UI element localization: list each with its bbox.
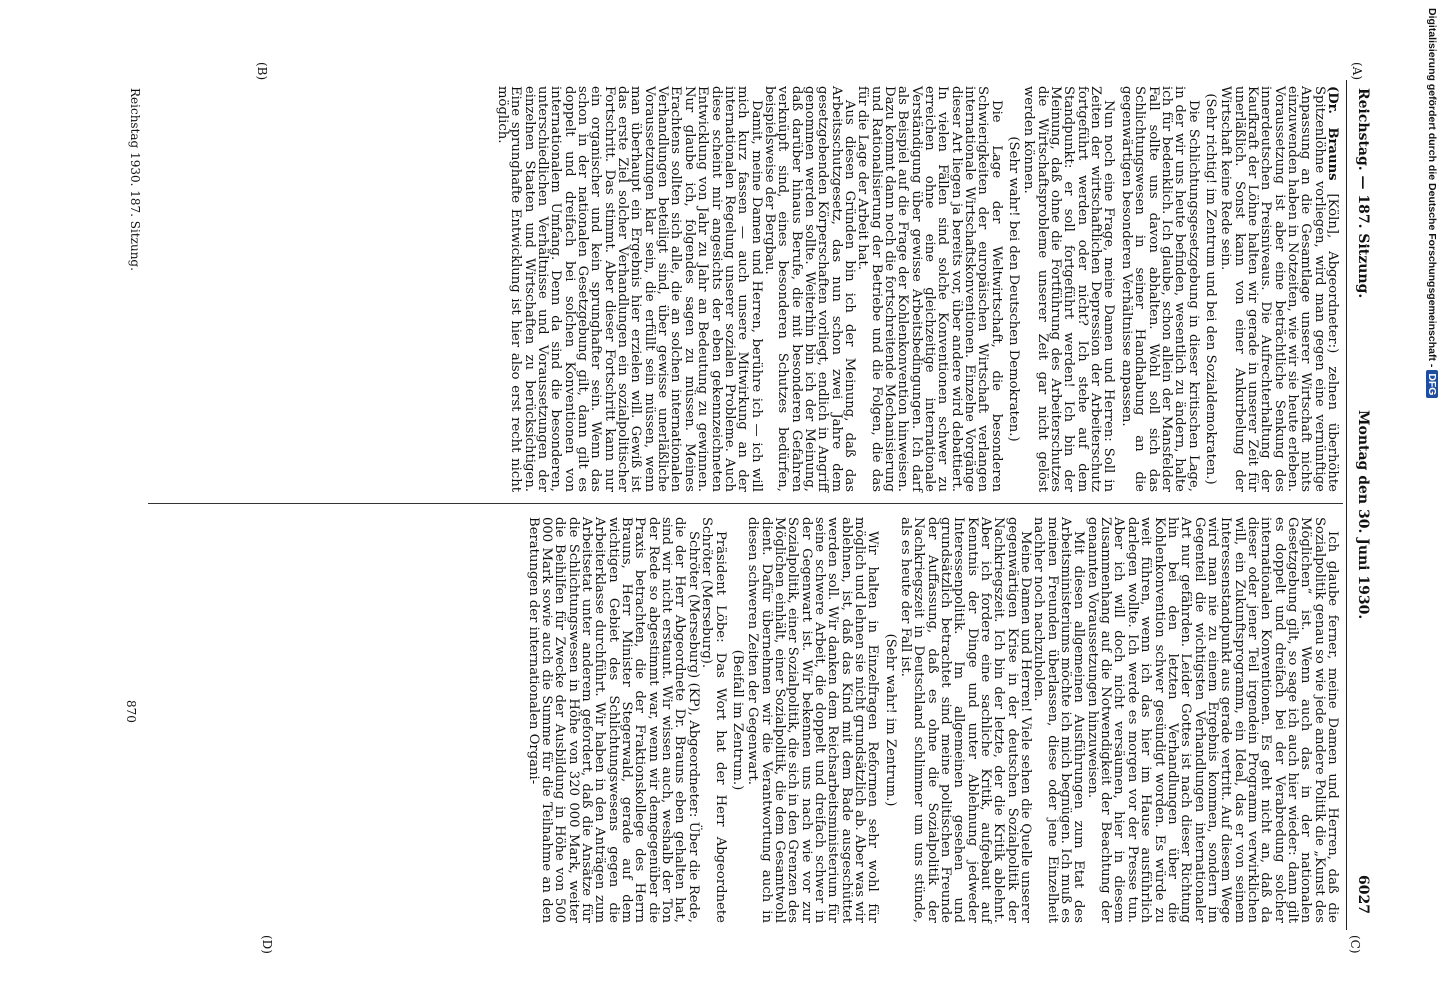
interjection: (Sehr richtig! im Zentrum und bei den Sozialdemokraten.)	[1202, 93, 1218, 485]
page-header	[1346, 80, 1373, 930]
paragraph: Präsident Löbe: Das Wort hat der Herr Abgeordnete Schröter (Merseburg).	[699, 517, 728, 923]
margin-marker-c: (C)	[1348, 935, 1362, 954]
paragraph: Die Schlichtungsgesetzgebung in dieser kritischen Lage, in der wir uns heute befinden, wesentlich zu ändern, halte ich für bedenklich. Ich glaube, schon allein der Mansfelder Fall sollte uns davon abhalten. Wohl soll sich das Schlichtungswesen in seiner Handhabung an die gegenwärtigen besonderen Verhältnisse anpassen.	[1118, 86, 1201, 492]
speaker-name: (Dr. Brauns	[1325, 86, 1340, 181]
paragraph: Nun noch eine Frage, meine Damen und Herren: Soll in Zeiten der wirtschaftlichen Depression der Arbeiterschutz fortgeführt werden oder nicht? Ich stehe auf dem Standpunkt: er soll fortgeführt werden! Ich bin der Meinung, daß ohne die Fortführung des Arbeiterschutzes die Wirtschaftsprobleme unserer Zeit gar nicht gelöst werden können.	[1021, 86, 1117, 492]
interjection: (Sehr wahr! im Zentrum.)	[882, 633, 898, 807]
paragraph: Aus diesen Gründen bin ich der Meinung, daß das Arbeitsschutzgesetz, das nun schon zwei Jahre dem gesetzgebenden Körperschaften vorliegt, endlich in Angriff genommen werden sollte. Weiterhin bin ich der Meinung, daß darüber hinaus Berufe, die mit besonderen Gefahren verknüpft sind, eines besonderen Schutzes bedürfen, beispielsweise der Bergbau.	[761, 86, 857, 492]
column-divider	[148, 503, 1343, 504]
paragraph: Ich glaube ferner, meine Damen und Herren, daß die Sozialpolitik genau so wie jede andere Politik die „Kunst des Möglichen“ ist. Wenn auch das in der nationalen Gesetzgebung gilt, so sage ich auch hier wieder: dann gilt es doppelt und dreifach bei der Verabredung solcher internationalen Konventionen. Es geht nicht an, daß da dieser oder jener Teil irgendein Programm verwirklichen will, ein Zukunftsprogramm, ein Ideal, das er von seinem Interessenstandpunkt aus gerade vertritt. Auf diesem Wege wird man nie zu einem Ergebnis kommen, sondern im Gegenteil die wichtigsten Verhandlungen internationaler Art nur gefährden. Leider Gottes ist nach dieser Richtung hin bei den letzten Verhandlungen über die Kohlenkonvention schwer gesündigt worden. Es würde zu weit führen, wenn ich das hier im Hause ausführlich darlegen wollte. Ich werde es morgen vor der Presse tun. Aber ich will doch nicht versäumen, hier in diesem Zusammenhang auf die Notwendigkeit der Beachtung der genannten Voraussetzungen hinzuweisen.	[1084, 517, 1340, 923]
interjection: (Sehr wahr! bei den Deutschen Demokraten.)	[1006, 136, 1022, 442]
rotated-document-page	[83, 62, 1373, 954]
paragraph: Meine Damen und Herren! Viele sehen die Quelle unserer gegenwärtigen Krise in der deutschen Sozialpolitik der Nachkriegszeit. Ich bin der letzte, der die Kritik ablehnt. Aber ich fordere eine sachliche Kritik, aufgebaut auf Kenntnis der Dinge und unter Ablehnung jedweder Interessenpolitik. Im allgemeinen gesehen und grundsätzlich betrachtet sind meine politischen Freunde der Auffassung, daß es ohne die Sozialpolitik der Nachkriegszeit in Deutschland schlimmer um uns stünde, als es heute der Fall ist.	[898, 517, 1034, 923]
left-column	[149, 86, 1339, 492]
paragraph: Schröter (Merseburg) (KP), Abgeordneter: Über die Rede, die der Herr Abgeordnete Dr. Brauns eben gehalten hat, sind wir nicht erstaunt. Wir wissen auch, weshalb der Ton der Rede so abgestimmt war, wenn wir demgegenüber die Praxis betrachten, die der Fraktionskollege des Herrn Brauns, Herr Minister Stegerwald, gerade auf dem wichtigen Gebiet des Schlichtungswesens gegen die Arbeiterklasse durchführt. Wir haben in den Anträgen zum Arbeitsetat unter anderem gefordert, daß die Ansätze für die Schlichtungswesen in Höhe von 320 000 Mark, weiter die Beihilfen für Zwecke der Ausbildung in Höhe von 500 000 Mark sowie auch die Summe für die Teilnahme an den Beratungen der internationalen Organi-	[525, 517, 701, 923]
paragraph: Damit, meine Damen und Herren, berühre ich — ich will mich kurz fassen — auch unsere Mitwirkung an der internationalen Regelung unserer sozialen Probleme. Auch diese scheint mir angesichts der eben gekennzeichneten Entwicklung von Jahr zu Jahr an Bedeutung zu gewinnen. Nur glaube ich, folgendes sagen zu müssen. Meines Erachtens sollten sich alle, die an solchen internationalen Verhandlungen beteiligt sind, über gewisse unerläßliche Voraussetzungen klar sein, die erfüllt sein müssen, wenn man überhaupt ein Ergebnis hier erzielen will. Gewiß ist das erste Ziel solcher Verhandlungen ein sozialpolitischer Fortschritt. Das stimmt. Aber dieser Fortschritt kann nur ein organischer und kein sprunghafter sein. Wenn das schon in der nationalen Gesetzgebung gilt, dann gilt es doppelt und dreifach bei solchen Konventionen von internationalem Umfang. Denn da sind die besonderen, unterschiedlichen Verhältnisse und Voraussetzungen der einzelnen Staaten und Wirtschaften zu berücksichtigen. Eine sprunghafte Entwicklung ist hier also erst recht nicht möglich.	[495, 86, 764, 492]
paragraph: Die Lage der Weltwirtschaft, die besonderen Schwierigkeiten der europäischen Wirtschaft verlangen internationale Wirtschaftskonventionen. Einzelne Vorgänge dieser Art liegen ja bereits vor, über andere wird debattiert. In vielen Fällen sind solche Konventionen schwer zu erreichen ohne eine gleichzeitige internationale Verständigung über gewisse Arbeitsbedingungen. Ich darf als Beispiel auf die Frage der Kohlenkonvention hinweisen. Dazu kommt dann noch die fortschreitende Mechanisierung und Rationalisierung der Betriebe und die Folgen, die das für die Lage der Arbeit hat.	[855, 86, 1004, 492]
digitization-note	[1426, 8, 1438, 404]
header-page-number: 6027	[1355, 875, 1371, 914]
digitization-text: Digitalisierung gefördert durch die Deutsche Forschungsgemeinschaft -	[1426, 8, 1438, 368]
interjection: (Beifall im Zentrum.)	[729, 649, 745, 791]
paragraph: Mit diesen allgemeinen Ausführungen zum Etat des Arbeitsministeriums möchte ich mich begnügen. Ich muß es meinen Freunden überlassen, diese oder jene Einzelheit nachher noch nachzuholen.	[1031, 517, 1087, 923]
header-session: Reichstag. — 187. Sitzung.	[1355, 88, 1371, 299]
paragraph: Wir halten in Einzelfragen Reformen sehr wohl für möglich und lehnen sie nicht grundsätzlich ab. Aber was wir ablehnen, ist, daß das Kind mit dem Bade ausgeschüttet werden soll. Wir danken dem Reichsarbeitsministerium für seine schwere Arbeit, die doppelt und dreifach schwer in der Gegenwart ist. Wir bekennen uns nach wie vor zur Sozialpolitik, einer Sozialpolitik, die sich in den Grenzen des Möglichen einhält, einer Sozialpolitik, die dem Gesamtwohl dient. Dafür übernehmen wir die Verantwortung auch in diesen schweren Zeiten der Gegenwart.	[745, 517, 881, 924]
footer-sheet-number: 870	[124, 700, 138, 723]
margin-marker-d: (D)	[260, 935, 274, 954]
margin-marker-a: (A)	[1350, 62, 1364, 81]
header-date: Montag den 30. Juni 1930.	[1355, 410, 1371, 620]
right-column	[149, 517, 1339, 923]
margin-marker-b: (B)	[255, 62, 269, 81]
paragraph: (Dr. Brauns [Köln], Abgeordneter:) zelnen überhöhte Spitzenlöhne vorliegen, wird man gegen eine vernünftige Anpassung an die Gesamtlage unserer Wirtschaft nichts einzuwenden haben in Notzeiten, wie wir sie heute erleben. Voraussetzung ist aber eine beträchtliche Senkung des innerdeutschen Preisniveaus. Die Aufrechterhaltung der Kaufkraft der Löhne halten wir gerade in unserer Zeit für unerläßlich. Sonst kann von einer Ankurbelung der Wirtschaft keine Rede sein.	[1218, 86, 1340, 492]
footer-session: Reichstag 1930. 187. Sitzung.	[128, 88, 142, 271]
dfg-logo: DFG	[1426, 370, 1438, 398]
